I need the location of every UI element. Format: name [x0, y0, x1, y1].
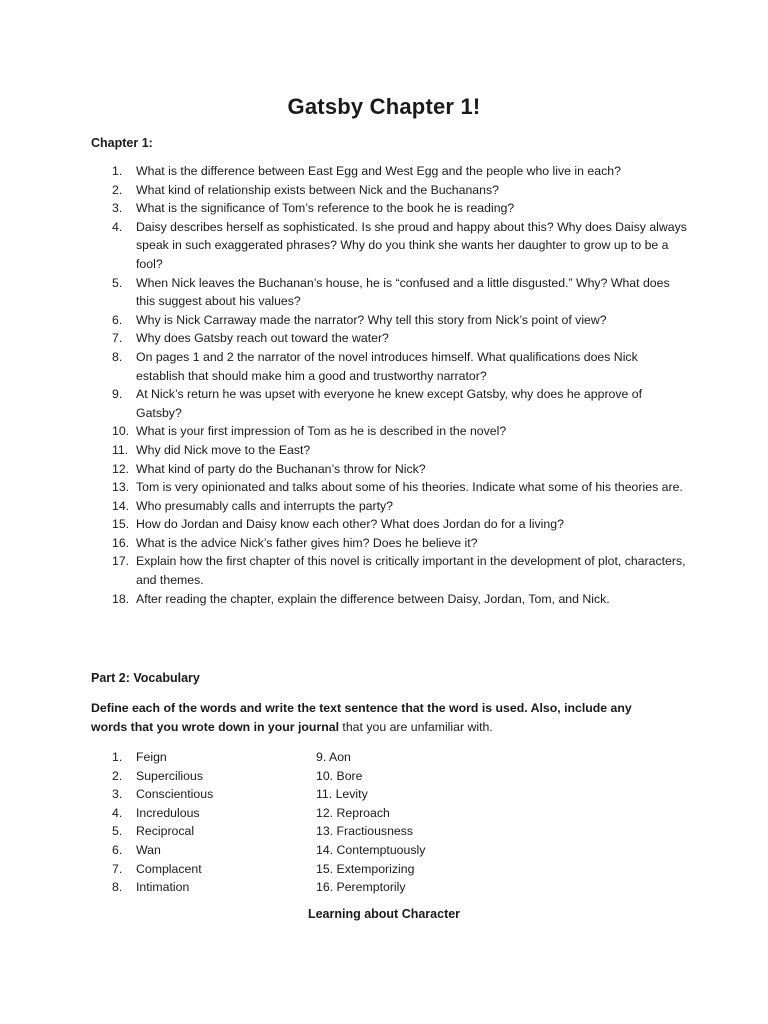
question-number: 16. [112, 535, 130, 550]
list-item [112, 552, 687, 589]
question-text: On pages 1 and 2 the narrator of the novel introduces himself. What qualifications does Nick establish that should make him a good and trustworthy narrator? [136, 349, 638, 383]
question-text: How do Jordan and Daisy know each other? What does Jordan do for a living? [136, 517, 564, 532]
vocab-number: 8. [112, 880, 123, 895]
vocab-number: 5. [112, 824, 123, 839]
question-number: 8. [112, 349, 123, 364]
list-item [112, 785, 302, 804]
list-item: 12. Reproach [316, 805, 390, 820]
question-number: 10. [112, 424, 130, 439]
list-item [112, 385, 687, 422]
list-item [112, 767, 302, 786]
question-text: Tom is very opinionated and talks about some of his theories. Indicate what some of his theories are. [136, 480, 683, 495]
vocab-word: Intimation [136, 880, 190, 895]
chapter-label: Chapter 1: [91, 136, 153, 150]
vocab-word: Conscientious [136, 787, 214, 802]
question-text: What is your first impression of Tom as he is described in the novel? [136, 424, 507, 439]
list-item [112, 497, 687, 516]
vocab-number: 6. [112, 842, 123, 857]
question-list [112, 162, 687, 608]
list-item [112, 181, 687, 200]
vocab-word: Wan [136, 842, 161, 857]
question-number: 11. [112, 442, 129, 457]
vocab-number: 3. [112, 787, 123, 802]
question-text: What is the significance of Tom’s reference to the book he is reading? [136, 201, 515, 216]
question-number: 6. [112, 312, 123, 327]
vocab-number: 1. [112, 750, 123, 764]
question-text: What kind of party do the Buchanan’s throw for Nick? [136, 461, 426, 476]
list-item: 15. Extemporizing [316, 861, 415, 876]
vocab-number: 4. [112, 805, 123, 820]
question-number: 9. [112, 387, 123, 402]
list-item: 11. Levity [316, 787, 368, 802]
list-item [112, 274, 687, 311]
question-text: Who presumably calls and interrupts the party? [136, 498, 393, 513]
question-text: What is the advice Nick’s father gives him? Does he believe it? [136, 535, 478, 550]
question-text: After reading the chapter, explain the difference between Daisy, Jordan, Tom, and Nick. [136, 591, 610, 606]
list-item: 16. Peremptorily [316, 880, 406, 895]
question-number: 12. [112, 461, 130, 476]
question-number: 18. [112, 591, 130, 606]
list-item [112, 804, 302, 823]
part2-heading: Part 2: Vocabulary [91, 671, 200, 685]
question-number: 15. [112, 517, 130, 532]
list-item [112, 329, 687, 348]
question-number: 7. [112, 331, 123, 346]
question-text: When Nick leaves the Buchanan’s house, he is “confused and a little disgusted.” Why? What does this suggest about his values? [136, 275, 670, 309]
question-text: Why is Nick Carraway made the narrator? Why tell this story from Nick’s point of view? [136, 312, 607, 327]
list-item [112, 348, 687, 385]
vocabulary-list-left [112, 748, 302, 897]
vocab-word: Feign [136, 750, 167, 764]
vocab-word: Reciprocal [136, 824, 195, 839]
instructions-bold-text: Define each of the words and write the text sentence that the word is used. Also, include any words that you wrote down in your journal [91, 701, 632, 734]
page-title: Gatsby Chapter 1! [287, 94, 481, 119]
list-item [112, 822, 302, 841]
list-item: 10. Bore [316, 768, 363, 783]
vocab-word: Supercilious [136, 768, 203, 783]
vocab-number: 7. [112, 861, 123, 876]
vocabulary-instructions [91, 699, 671, 737]
vocab-number: 2. [112, 768, 123, 783]
list-item [112, 534, 687, 553]
question-text: Daisy describes herself as sophisticated. Is she proud and happy about this? Why does Daisy always speak in such exaggerated phrases? Why do you think she wants her daughter to grow up to be a fool? [136, 219, 687, 271]
list-item [112, 841, 302, 860]
question-text: Why does Gatsby reach out toward the water? [136, 331, 389, 346]
list-item [112, 860, 302, 879]
question-number: 17. [112, 554, 130, 569]
question-text: Explain how the first chapter of this novel is critically important in the development of plot, characters, and themes. [136, 554, 686, 588]
question-text: What kind of relationship exists between Nick and the Buchanans? [136, 182, 499, 197]
question-text: What is the difference between East Egg and West Egg and the people who live in each? [136, 164, 621, 178]
list-item: 14. Contemptuously [316, 842, 426, 857]
list-item [112, 422, 687, 441]
character-section-heading: Learning about Character [307, 907, 461, 921]
list-item [112, 441, 687, 460]
list-item [112, 218, 687, 274]
list-item [112, 748, 302, 767]
list-item [112, 878, 302, 897]
vocab-word: Complacent [136, 861, 202, 876]
list-item: 9. Aon [316, 750, 351, 764]
list-item [112, 515, 687, 534]
instructions-plain-text: that you are unfamiliar with. [339, 720, 493, 734]
question-number: 2. [112, 182, 123, 197]
list-item [112, 590, 687, 609]
vocab-word: Incredulous [136, 805, 200, 820]
question-number: 4. [112, 219, 123, 234]
question-number: 3. [112, 201, 123, 216]
list-item [112, 199, 687, 218]
question-number: 1. [112, 164, 123, 178]
list-item [112, 162, 687, 181]
question-number: 13. [112, 480, 130, 495]
list-item [112, 478, 687, 497]
question-number: 14. [112, 498, 130, 513]
list-item [112, 460, 687, 479]
question-text: At Nick’s return he was upset with everyone he knew except Gatsby, why does he approve of Gatsby? [136, 387, 643, 420]
list-item: 13. Fractiousness [316, 824, 414, 839]
list-item [112, 311, 687, 330]
question-text: Why did Nick move to the East? [136, 442, 311, 457]
question-number: 5. [112, 275, 123, 290]
vocabulary-list-right [316, 748, 516, 897]
